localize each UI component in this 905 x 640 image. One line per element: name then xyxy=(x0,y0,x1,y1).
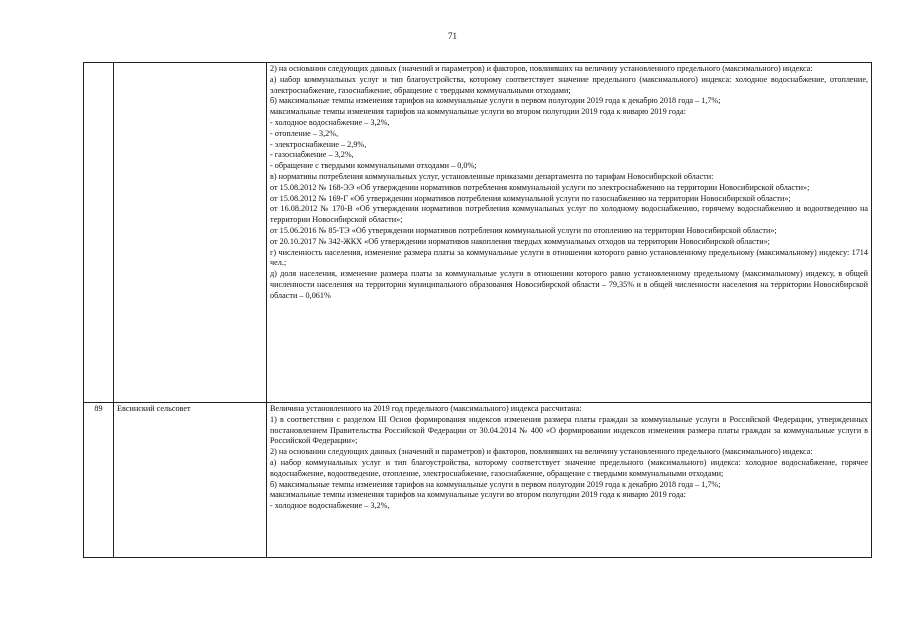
description-line: - электроснабжение – 2,9%, xyxy=(270,139,367,149)
description-line: - холодное водоснабжение – 3,2%, xyxy=(270,501,390,511)
description-line: 2) на основании следующих данных (значений и параметров) и факторов, повлиявших на величину установленного предельного (максимального) индекса: xyxy=(270,447,813,457)
description-line: Величина установленного на 2019 год предельного (максимального) индекса рассчитана: xyxy=(270,404,582,413)
description-line: от 20.10.2017 № 342-ЖКХ «Об утверждении нормативов накопления твердых коммунальных отходов на территории Новосибирской области»; xyxy=(270,236,770,246)
description-line: максимальные темпы изменения тарифов на коммунальные услуги во втором полугодии 2019 года к январю 2019 года: xyxy=(270,107,686,117)
description-line: 2) на основании следующих данных (значений и параметров) и факторов, повлиявших на величину установленного предельного (максимального) индекса: xyxy=(270,64,813,73)
description-line: а) набор коммунальных услуг и тип благоустройства, которому соответствует значение предельного (максимального) индекса: холодное водоснабжение, отопление, электроснабжение, газоснабжение, обращение с твердыми коммунальными отходами; xyxy=(270,74,868,95)
description-line: - обращение с твердыми коммунальными отходами – 0,0%; xyxy=(270,161,477,171)
description-line: - газоснабжение – 3,2%, xyxy=(270,150,354,160)
municipality-name-cell xyxy=(114,63,267,403)
table-row xyxy=(84,403,872,558)
description-line: б) максимальные темпы изменения тарифов на коммунальные услуги в первом полугодии 2019 года к декабрю 2018 года – 1,7%; xyxy=(270,96,721,106)
index-table xyxy=(83,62,872,558)
description-cell xyxy=(267,403,872,558)
description-line: д) доля населения, изменение размера платы за коммунальные услуги в отношении которого равно установленному предельному (максимальному) индексу, в общей численности населения на территории муниципального образования Новосибирской области – 79,35% и в общей численности населения на территории Новосибирской области – 0,061% xyxy=(270,269,868,300)
description-cell xyxy=(267,63,872,403)
description-line: - отопление – 3,2%, xyxy=(270,128,339,138)
description-line: в) нормативы потребления коммунальных услуг, установленные приказами департамента по тарифам Новосибирской области: xyxy=(270,171,714,181)
description-line: от 16.08.2012 № 170-В «Об утверждении нормативов потребления коммунальных услуг по холодному водоснабжению, горячему водоснабжению и водоотведению на территории Новосибирской области»; xyxy=(270,204,868,225)
description-line: б) максимальные темпы изменения тарифов на коммунальные услуги в первом полугодии 2019 года к декабрю 2018 года – 1,7%; xyxy=(270,479,721,489)
table-row xyxy=(84,63,872,403)
description-line: максимальные темпы изменения тарифов на коммунальные услуги во втором полугодии 2019 года к январю 2019 года: xyxy=(270,490,686,500)
row-number-cell: 89 xyxy=(84,403,114,558)
description-line: от 15.08.2012 № 169-Г «Об утверждении нормативов потребления коммунальной услуги по газоснабжению на территории Новосибирской области»; xyxy=(270,193,791,203)
municipality-name-cell: Евсинский сельсовет xyxy=(114,403,267,558)
description-line: 1) в соответствии с разделом III Основ формирования индексов изменения размера платы граждан за коммунальные услуги в Российской Федерации, утвержденных постановлением Правительства Российской Федерации от 30.04.2014 № 400 «О формировании индексов изменения размера платы граждан за коммунальные услуги в Российской Федерации»; xyxy=(270,414,868,446)
description-line: от 15.08.2012 № 168-ЭЭ «Об утверждении нормативов потребления коммунальной услуги по электроснабжению на территории Новосибирской области»; xyxy=(270,182,810,192)
row-number-cell xyxy=(84,63,114,403)
description-line: от 15.06.2016 № 85-ТЭ «Об утверждении нормативов потребления коммунальной услуги по отоплению на территории Новосибирской области»; xyxy=(270,225,777,235)
page-number: 71 xyxy=(448,31,457,41)
description-line: а) набор коммунальных услуг и тип благоустройства, которому соответствует значение предельного (максимального) индекса: холодное водоснабжение, горячее водоснабжение, водоотведение, отопление, электроснабжение, газоснабжение, обращение с твердыми коммунальными отходами; xyxy=(270,457,868,478)
description-line: г) численность населения, изменение размера платы за коммунальные услуги в отношении которого равно установленному предельному (максимальному) индексу: 1714 чел.; xyxy=(270,247,868,268)
description-line: - холодное водоснабжение – 3,2%, xyxy=(270,117,390,127)
